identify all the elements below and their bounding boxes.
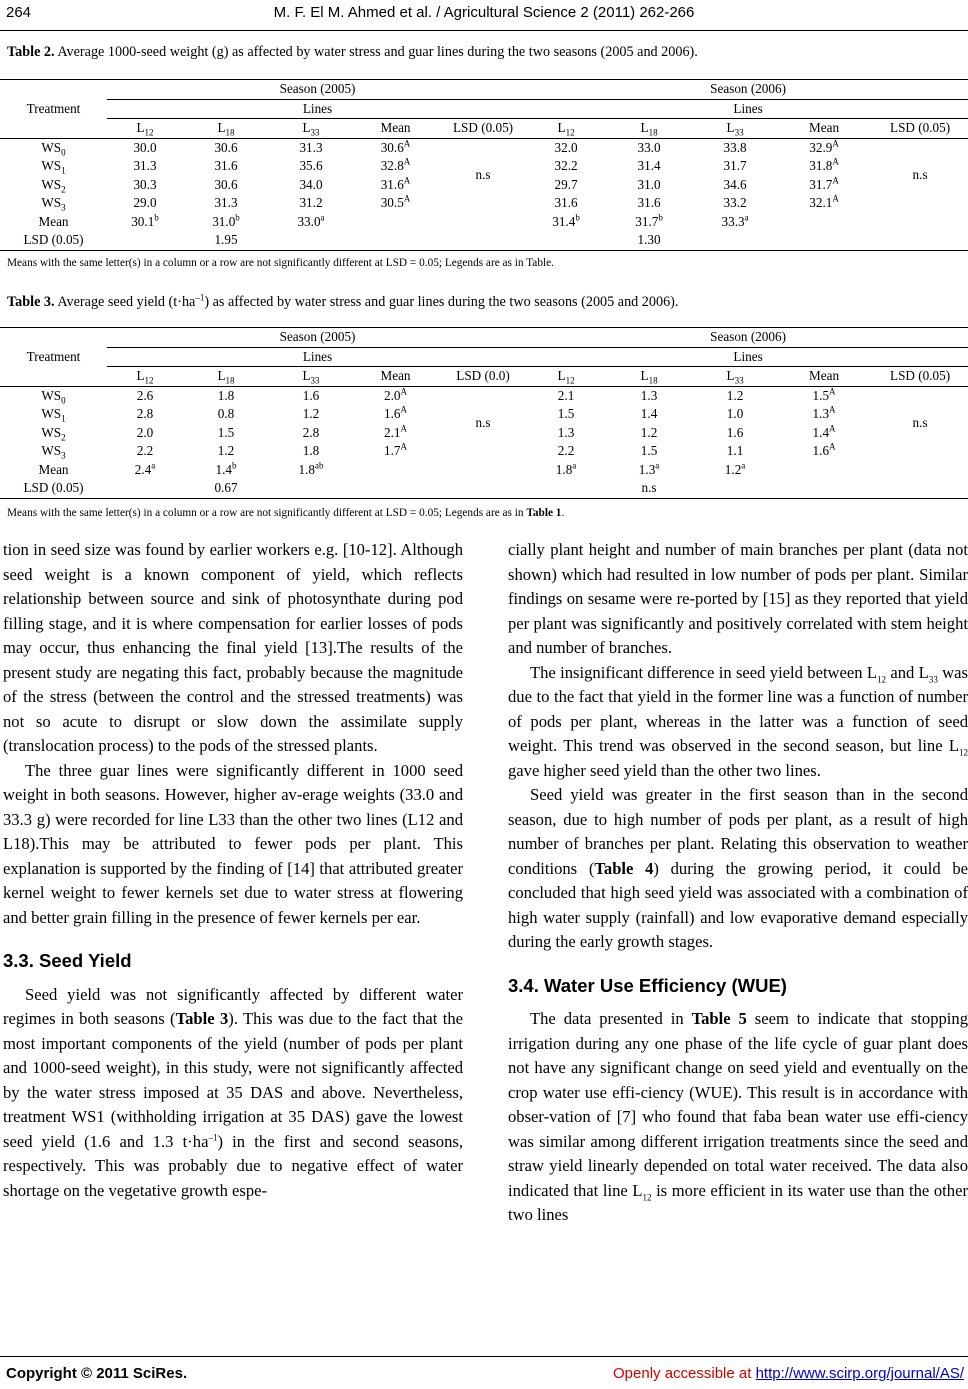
table2-caption: Table 2. Average 1000-seed weight (g) as affected by water stress and guar lines during the two seasons (2005 and 2006). [7,44,698,60]
col-mean: Mean [353,119,438,139]
lsd-2005-value: n.s [475,415,491,431]
lsd-row: LSD (0.05) 0.67 n.s [0,479,968,498]
col-l33: $L_{33}$ [269,119,353,139]
lsd-row: LSD (0.05) 1.95 1.30 [0,231,968,250]
col-l33: $L_{33}$ [694,119,776,139]
col-mean: Mean [776,367,872,387]
table-row: $WS_0$ 30.0 30.6 31.3 $30.6^A$ n.s 32.0 33.0 33.8 $32.9^A$ n.s [0,138,968,157]
col-l18: $L_{18}$ [183,367,269,387]
table-row: $WS_3$ 2.2 1.2 1.8 $1.7^A$ 2.2 1.5 1.1 $1.6^A$ [41,441,836,461]
lines-header: Lines [528,347,968,367]
col-mean: Mean [776,119,872,139]
col-l12: $L_{12}$ [107,367,183,387]
table3 [0,327,968,499]
lines-header: Lines [107,99,528,119]
section-heading-3-3: 3.3. Seed Yield [3,950,132,971]
col-l33: $L_{33}$ [269,367,353,387]
col-l18: $L_{18}$ [183,119,269,139]
lsd-2006-value: n.s [912,167,928,183]
right-column [508,538,968,1228]
paragraph: cially plant height and number of main branches per plant (data not shown) which had resulted in low number of pods per plant. Similar findings on sesame were re-ported by [15] as they reported that yield per plant was significantly and positively correlated with stem height and number of branches. [508,540,968,657]
table-row: $WS_1$ 2.8 0.8 1.2 $1.6^A$ 1.5 1.4 1.0 $1.3^A$ [41,404,836,424]
mean-row: Mean 30.1$^b$ 31.0$^b$ 33.0$^a$ 31.4$^b$ 31.7$^b$ 33.3$^a$ [38,212,749,229]
col-l18: $L_{18}$ [604,119,694,139]
table-row: $WS_2$ 2.0 1.5 2.8 $2.1^A$ 1.3 1.2 1.6 $1.4^A$ [41,423,836,443]
paragraph: The insignificant difference in seed yield between $L_{12}$ and $L_{33}$ was due to the fact that yield in the former line was a function of number of pods per plant, whereas in the latter was a function of seed weight. This trend was observed in the second season, but line $L_{12}$ gave higher seed yield than the other two lines. [508,662,968,780]
section-heading-3-4: 3.4. Water Use Efficiency (WUE) [508,974,787,996]
col-lsd: LSD (0.05) [872,367,968,387]
table2-note: Means with the same letter(s) in a column or a row are not significantly different at LSD = 0.05; Legends are as in Table. [7,257,554,269]
lines-header: Lines [107,347,528,367]
lines-header: Lines [528,99,968,119]
col-mean: Mean [353,367,438,387]
table3-note: Means with the same letter(s) in a column or a row are not significantly different at LSD = 0.05; Legends are as in Table 1. [7,507,565,519]
col-l12: $L_{12}$ [528,367,604,387]
col-l12: $L_{12}$ [107,119,183,139]
treatment-header: Treatment [0,80,107,139]
col-lsd: LSD (0.05) [872,119,968,139]
table3-caption: Table 3. Average seed yield $(t\cdot ha^{-1})$ as affected by water stress and guar lines during the two seasons (2005 and 2006). [7,292,679,310]
treatment-header: Treatment [0,328,107,387]
season-2006-header: Season (2006) [528,80,968,100]
copyright: Copyright © 2011 SciRes. [6,1365,188,1382]
col-l33: $L_{33}$ [694,367,776,387]
season-2005-header: Season (2005) [107,328,528,348]
lsd-2005-value: n.s [475,167,491,183]
table-row: $WS_2$ 30.3 30.6 34.0 $31.6^A$ 29.7 31.0 34.6 $31.7^A$ [41,175,839,195]
table-row: $WS_1$ 31.3 31.6 35.6 $32.8^A$ 32.2 31.4 31.7 $31.8^A$ [41,156,839,176]
season-2006-header: Season (2006) [528,328,968,348]
paragraph: tion in seed size was found by earlier workers e.g. [10-12]. Although seed weight is a known component of yield, which reflects relationship between source and sink of photosynthate during pod filling stage, and it is where compensation for earlier losses of pods may occur, thus enhancing the final yield [13].The results of the present study are negating this fact, probably because the magnitude of the stress (between the control and the stressed treatments) was not so acute to disrupt or slow down the assimilate supply (translocation process) to the pods of the stressed plants. [3,540,463,755]
mean-row: Mean 2.4$^a$ 1.4$^b$ 1.8$^{ab}$ 1.8$^a$ 1.3$^a$ 1.2$^a$ [38,460,746,477]
lsd-2006-value: n.s [912,415,928,431]
col-l12: $L_{12}$ [528,119,604,139]
open-access-note: Openly accessible at http://www.scirp.org/journal/AS/ [613,1365,964,1382]
paragraph: Seed yield was greater in the first season than in the second season, due to high number of pods per plant, as a result of high number of branches per plant. Relating this observation to weather conditions (Table 4) during the growing period, it could be concluded that high seed yield was associated with a combination of high water supply (rainfall) and low evaporative demand especially during the early growth stages. [508,785,968,951]
page-number: 264 [6,4,32,21]
col-lsd: LSD (0.05) [438,119,528,139]
journal-link[interactable]: http://www.scirp.org/journal/AS/ [755,1365,964,1382]
col-lsd: LSD (0.0) [438,367,528,387]
col-l18: $L_{18}$ [604,367,694,387]
left-column [3,538,463,1203]
page-header [0,0,968,31]
paragraph: Seed yield was not significantly affected by different water regimes in both seasons (Table 3). This was due to the fact that the most important components of the yield (number of pods per plant and 1000-seed weight), in this study, were not significantly affected by the water stress imposed at 35 DAS and above. Nevertheless, treatment WS1 (withholding irrigation at 35 DAS) gave the lowest seed yield (1.6 and 1.3 $t\cdot ha^{-1}$) in the first and second seasons, respectively. This was probably due to negative effect of water shortage on the vegetative growth espe- [3,984,463,1200]
table2 [0,79,968,251]
table-row: $WS_3$ 29.0 31.3 31.2 $30.5^A$ 31.6 31.6 33.2 $32.1^A$ [41,193,839,213]
paragraph: The data presented in Table 5 seem to indicate that stopping irrigation during any one phase of the life cycle of guar plant does not have any significant change on seed yield and eventually on the crop water use effi-ciency (WUE). This result is in accordance with obser-vation of [7] who found that faba bean water use effi-ciency was similar among different irrigation treatments since the seed and straw yield linearly depended on total water received. The data also indicated that line $L_{12}$ is more efficient in its water use than the other two lines [508,1009,968,1224]
paragraph: The three guar lines were significantly different in 1000 seed weight in both seasons. However, higher av-erage weights (33.0 and 33.3 g) were recorded for line L33 than the other two lines (L12 and L18).This may be attributed to fewer pods per plant. This explanation is supported by the finding of [14] that attributed greater kernel weight to fewer kernels set due to water stress at flowering and better grain filling in the presence of fewer kernels per ear. [3,760,463,927]
season-2005-header: Season (2005) [107,80,528,100]
page-footer [0,1356,968,1389]
table-row: $WS_0$ 2.6 1.8 1.6 $2.0^A$ n.s 2.1 1.3 1.2 $1.5^A$ n.s [0,386,968,405]
running-title: M. F. El M. Ahmed et al. / Agricultural Science 2 (2011) 262-266 [273,4,695,21]
